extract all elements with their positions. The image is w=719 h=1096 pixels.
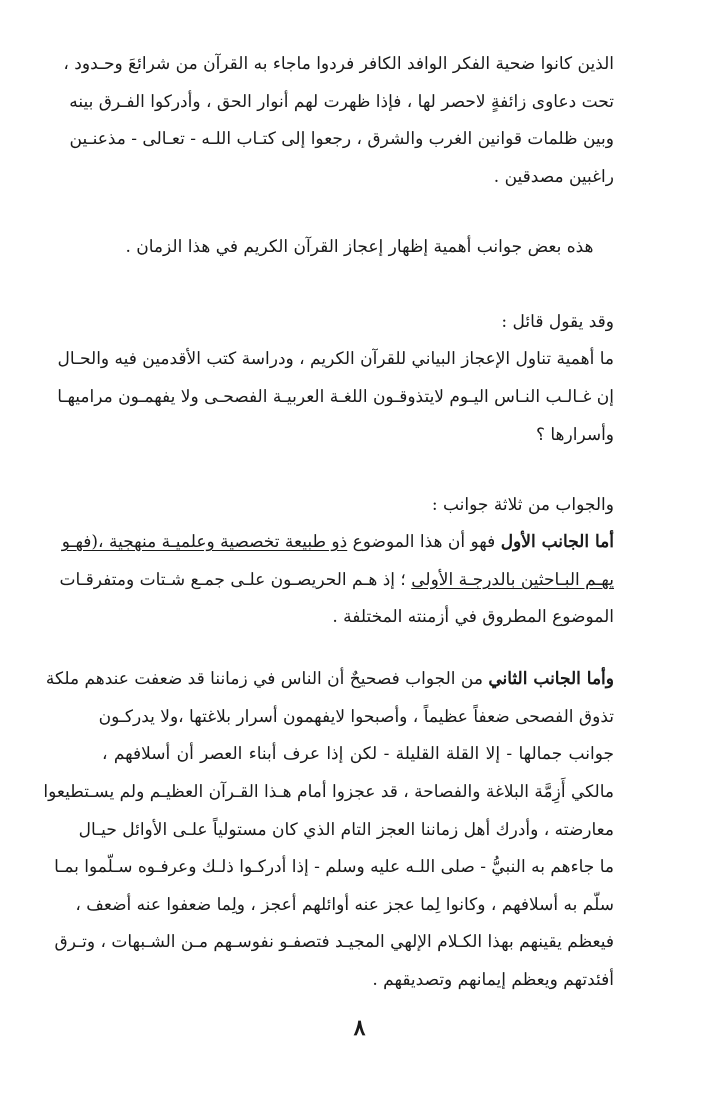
para4-intro: والجواب من ثلاثة جوانب : xyxy=(431,495,614,515)
para4-line-2-text: ؛ إذ هـم الحريصـون علـى جمـع شـتات ومتفرقـات xyxy=(59,570,412,590)
para3-line-1: وقد يقول قائل : xyxy=(501,312,614,332)
para1-line-1: الذين كانوا ضحية الفكر الوافد الكافر فردوا ماجاء به القرآن من شرائعَ وحـدود ، xyxy=(63,54,614,74)
para4-line-1-text: فهو أن هذا الموضوع xyxy=(347,532,501,552)
para3-line-2: ما أهمية تناول الإعجاز البياني للقرآن الكريم ، ودراسة كتب الأقدمين فيه والحـال xyxy=(57,349,614,369)
first-aspect-heading: أما الجانب الأول xyxy=(500,532,614,552)
para5-line-6: ما جاءهم به النبيُّ - صلى اللـه عليه وسلم - إذا أدركـوا ذلـك وعرفـوه سـلّموا بمـا xyxy=(54,857,614,877)
para5-line-7: سلّم به أسلافهم ، وكانوا لِما عجز عنه أوائلهم أعجز ، ولِما ضعفوا عنه أضعف ، xyxy=(75,895,614,915)
para1-line-3: وبين ظلمات قوانين الغرب والشرق ، رجعوا إلى كتـاب اللـه - تعـالى - مذعنـين xyxy=(69,129,614,149)
para5-line-9: أفئدتهم ويعظم إيمانهم وتصديقهم . xyxy=(372,970,614,990)
para5-line-5: معارضته ، وأدرك أهل زماننا العجز التام الذي كان مستولياً علـى الأوائل حيـال xyxy=(78,820,614,840)
para5-line-8: فيعظم يقينهم بهذا الكـلام الإلهي المجيـد فتصفـو نفوسـهم مـن الشـبهات ، وتـرق xyxy=(54,932,614,952)
para5-line-3: جوانب جمالها - إلا القلة القليلة - لكن إذا عرف أبناء العصر أن أسلافهم ، xyxy=(102,744,614,764)
para5-line-4: مالكي أَزِمَّة البلاغة والفصاحة ، قد عجزوا أمام هـذا القـرآن العظيـم ولم يسـتطيعوا xyxy=(43,782,614,802)
para1-line-2: تحت دعاوى زائفةٍ لاحصر لها ، فإذا ظهرت لهم أنوار الحق ، وأدركوا الفـرق بينه xyxy=(69,92,614,112)
para5-line-1 xyxy=(45,667,614,691)
para3-line-4: وأسرارها ؟ xyxy=(535,425,614,445)
para2-centered-line: هذه بعض جوانب أهمية إظهار إعجاز القرآن الكريم في هذا الزمان . xyxy=(125,237,594,257)
para5-line-1-text: من الجواب فصحيحٌ أن الناس في زماننا قد ضعفت عندهم ملكة xyxy=(45,669,489,689)
para4-line-2 xyxy=(59,568,614,592)
second-aspect-heading: وأما الجانب الثاني xyxy=(488,669,614,689)
page-number: ٨ xyxy=(353,1015,366,1041)
para4-line-1 xyxy=(61,530,614,554)
para5-line-2: تذوق الفصحى ضعفاً عظيماً ، وأصبحوا لايفهمون أسرار بلاغتها ،ولا يدركـون xyxy=(98,707,614,727)
para3-line-3: إن غـالـب النـاس اليـوم لايتذوقـون اللغـة العربيـة الفصحـى ولا يفهمـون مراميهـا xyxy=(57,387,614,407)
para4-line-2-underlined: يهـم البـاحثين بالدرجـة الأولى xyxy=(411,570,614,590)
para4-line-1-underlined: ذو طبيعة تخصصية وعلميـة منهجية ،(فهـو xyxy=(61,532,348,552)
para4-line-3: الموضوع المطروق في أزمنته المختلفة . xyxy=(332,607,614,627)
para1-line-4: راغبين مصدقين . xyxy=(493,167,614,187)
